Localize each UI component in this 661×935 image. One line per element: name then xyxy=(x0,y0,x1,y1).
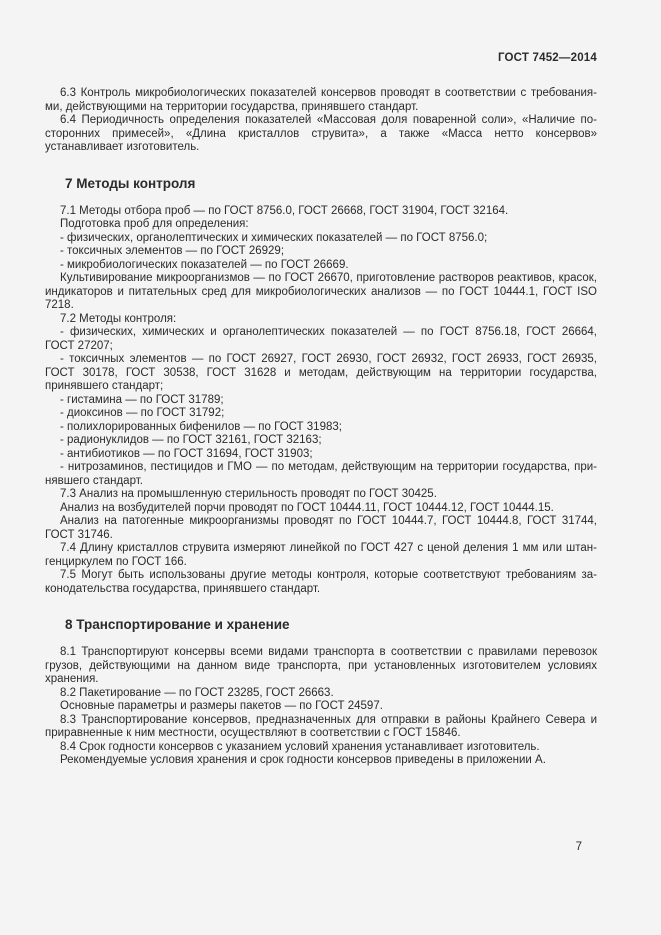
paragraph: - радионуклидов — по ГОСТ 32161, ГОСТ 32163; xyxy=(60,434,322,446)
paragraph: - нитрозаминов, пестицидов и ГМО — по методам, действующим на территории государства, принявшего стандарт. xyxy=(45,461,597,487)
paragraph: - токсичных элементов — по ГОСТ 26927, ГОСТ 26930, ГОСТ 26932, ГОСТ 26933, ГОСТ 26935, ГОСТ 30178, ГОСТ 30538, ГОСТ 31628 и методам, действующим на территории государства, принявшего стандарт; xyxy=(45,353,597,392)
paragraph: 7.4 Длину кристаллов струвита измеряют линейкой по ГОСТ 427 с ценой деления 1 мм или штангенциркулем по ГОСТ 166. xyxy=(45,542,597,568)
paragraph: 7.3 Анализ на промышленную стерильность проводят по ГОСТ 30425. xyxy=(60,488,437,500)
paragraph: Анализ на возбудителей порчи проводят по ГОСТ 10444.11, ГОСТ 10444.12, ГОСТ 10444.15. xyxy=(60,501,554,514)
document-body xyxy=(45,87,597,768)
page-number: 7 xyxy=(575,841,582,853)
paragraph: - физических, органолептических и химических показателей — по ГОСТ 8756.0; xyxy=(60,231,488,244)
paragraph: Основные параметры и размеры пакетов — по ГОСТ 24597. xyxy=(60,700,383,712)
section-heading: 7 Методы контроля xyxy=(65,175,196,191)
paragraph: 7.5 Могут быть использованы другие методы контроля, которые соответствуют требованиям законодательства государства, принявшего стандарт. xyxy=(45,569,597,595)
paragraph: - микробиологических показателей — по ГОСТ 26669. xyxy=(60,258,349,271)
paragraph: 8.2 Пакетирование — по ГОСТ 23285, ГОСТ 26663. xyxy=(60,686,334,699)
paragraph: 8.1 Транспортируют консервы всеми видами транспорта в соответствии с правилами перевозок грузов, действующими на данном виде транспорта, при установленных изготовителем условиях хранения. xyxy=(45,646,597,685)
paragraph: 6.4 Периодичность определения показателей «Массовая доля поваренной соли», «Наличие посторонних примесей», «Длина кристаллов струвита», а также «Масса нетто консервов» устанавливает изготовитель. xyxy=(45,114,597,153)
paragraph: 8.4 Срок годности консервов с указанием условий хранения устанавливает изготовитель. xyxy=(60,740,540,753)
paragraph: - диоксинов — по ГОСТ 31792; xyxy=(60,407,225,419)
paragraph: 7.1 Методы отбора проб — по ГОСТ 8756.0, ГОСТ 26668, ГОСТ 31904, ГОСТ 32164. xyxy=(60,204,509,217)
paragraph: 7.2 Методы контроля: xyxy=(60,312,177,325)
paragraph: Анализ на патогенные микроорганизмы проводят по ГОСТ 10444.7, ГОСТ 10444.8, ГОСТ 31744, ГОСТ 31746. xyxy=(45,515,597,541)
paragraph: Рекомендуемые условия хранения и срок годности консервов приведены в приложении А. xyxy=(60,754,546,766)
paragraph: Подготовка проб для определения: xyxy=(60,218,249,230)
paragraph: - полихлорированных бифенилов — по ГОСТ 31983; xyxy=(60,420,342,433)
section-heading: 8 Транспортирование и хранение xyxy=(65,617,290,632)
paragraph: Культивирование микроорганизмов — по ГОСТ 26670, приготовление растворов реактивов, красок, индикаторов и питательных сред для микробиологических анализов — по ГОСТ 10444.1, ГОСТ ISO 7218. xyxy=(45,272,597,311)
paragraph: - антибиотиков — по ГОСТ 31694, ГОСТ 31903; xyxy=(60,447,313,460)
document-code: ГОСТ 7452—2014 xyxy=(497,52,597,64)
paragraph: - гистамина — по ГОСТ 31789; xyxy=(60,393,224,406)
paragraph: - токсичных элементов — по ГОСТ 26929; xyxy=(60,245,285,257)
paragraph: 8.3 Транспортирование консервов, предназначенных для отправки в районы Крайнего Севера и приравненные к ним местности, осуществляют в соответствии с ГОСТ 15846. xyxy=(45,713,597,739)
paragraph: - физических, химических и органолептических показателей — по ГОСТ 8756.18, ГОСТ 26664, ГОСТ 27207; xyxy=(45,326,597,352)
paragraph: 6.3 Контроль микробиологических показателей консервов проводят в соответствии с требованиями, действующими на территории государства, принявшего стандарт. xyxy=(45,87,597,113)
